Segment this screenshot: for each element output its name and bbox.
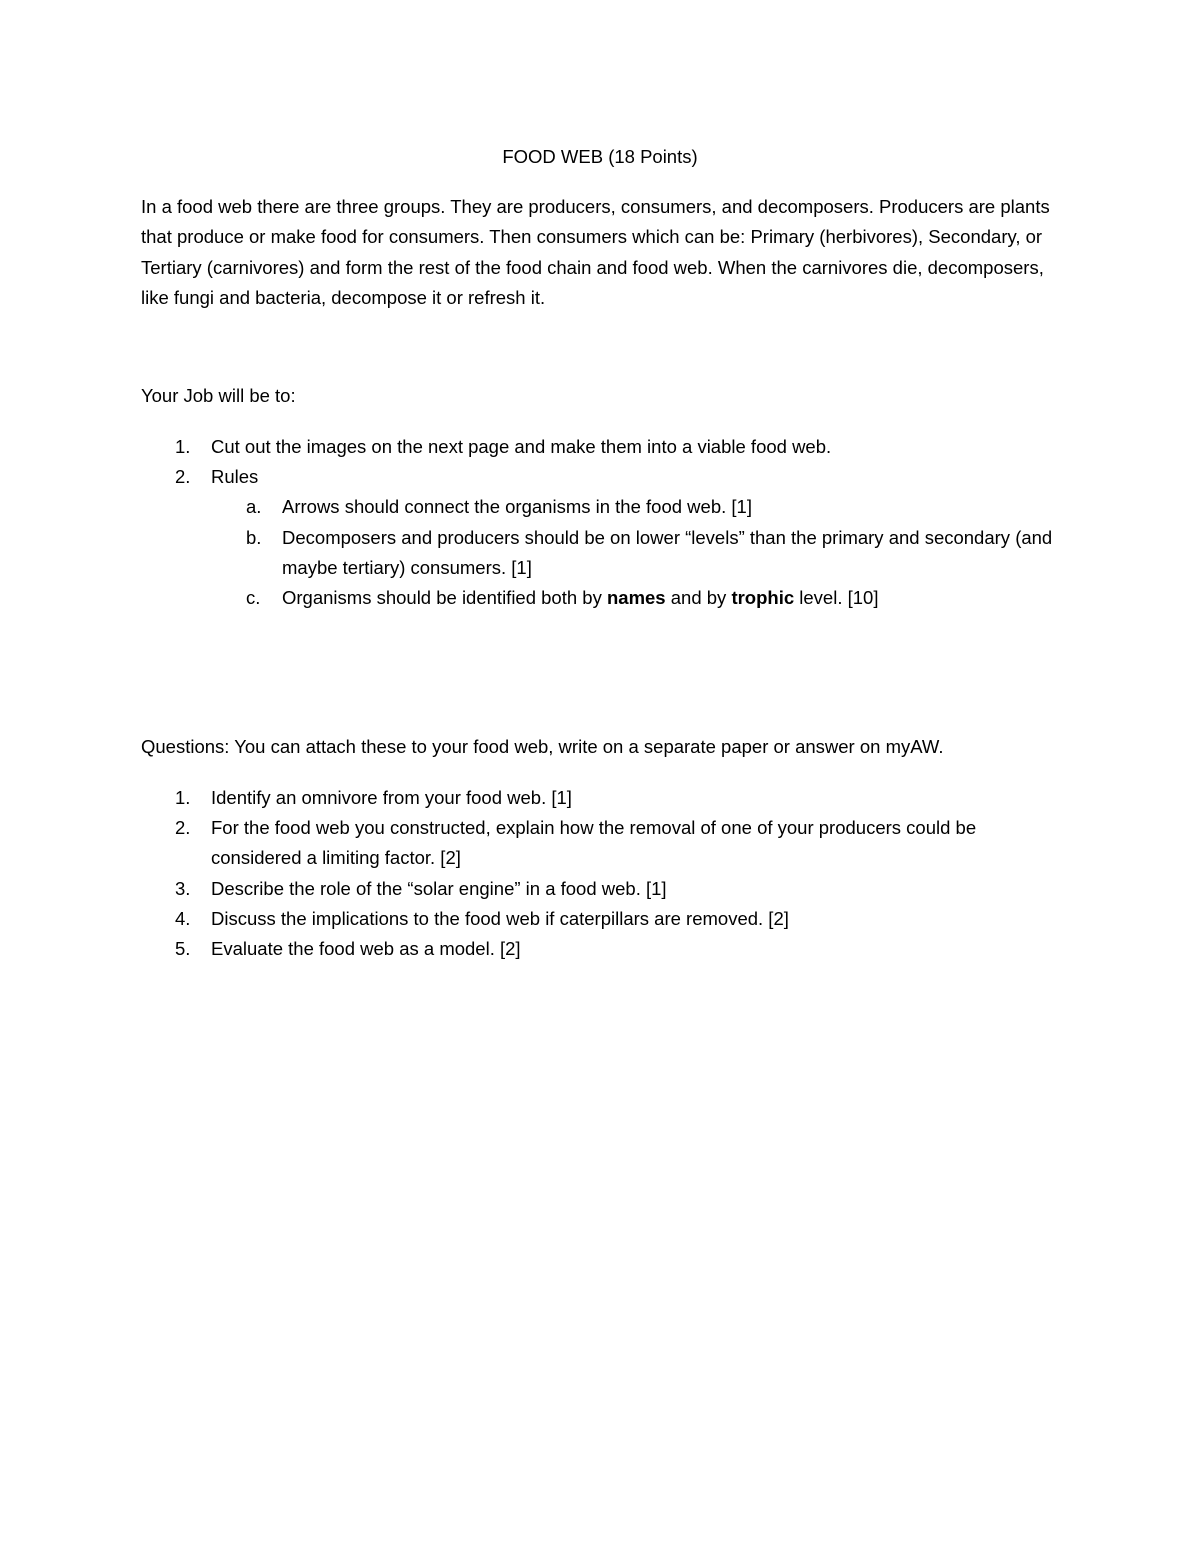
rule-letter: b. [246,526,262,548]
questions-list [141,783,1061,964]
job-heading: Your Job will be to: [141,385,296,406]
question-text: Describe the role of the “solar engine” in a food web. [1] [211,877,667,899]
rule-item [211,583,1061,613]
page-title: FOOD WEB (18 Points) [502,146,698,167]
rule-emphasis-trophic: trophic [731,587,795,609]
rule-text-part: and by [665,587,732,609]
question-item [141,874,1061,904]
question-text: Discuss the implications to the food web if caterpillars are removed. [2] [211,907,789,929]
job-list [141,432,1061,613]
question-item [141,813,1061,873]
rules-list [211,492,1061,613]
question-text: For the food web you constructed, explain how the removal of one of your producers could be considered a limiting factor. [2] [211,817,977,869]
list-item-text: Rules [211,466,259,488]
question-text: Evaluate the food web as a model. [2] [211,938,521,960]
rule-text-part: Organisms should be identified both by [282,587,607,609]
rule-text: Decomposers and producers should be on lower “levels” than the primary and secondary (and maybe tertiary) consumers. [1] [282,526,1053,578]
rule-emphasis-names: names [606,587,666,609]
question-number: 1. [175,787,191,808]
question-item [141,904,1061,934]
rule-letter: a. [246,496,262,518]
list-item [141,462,1061,613]
question-number: 2. [175,817,191,839]
list-item-text: Cut out the images on the next page and make them into a viable food web. [211,436,832,457]
rule-text: Arrows should connect the organisms in the food web. [1] [282,496,752,518]
list-number: 2. [175,466,191,488]
list-item [141,432,1061,462]
question-number: 5. [175,938,191,960]
rule-item [211,492,1061,522]
question-item [141,934,1061,964]
rule-text-part: level. [10] [794,587,879,609]
question-number: 3. [175,877,191,899]
question-text: Identify an omnivore from your food web. [1] [211,787,572,808]
questions-heading: Questions: You can attach these to your food web, write on a separate paper or answer on myAW. [141,736,944,757]
rule-letter: c. [246,587,261,609]
rule-item [211,523,1061,583]
list-number: 1. [175,436,191,457]
question-item [141,783,1061,813]
question-number: 4. [175,907,191,929]
intro-paragraph: In a food web there are three groups. They are producers, consumers, and decomposers. Producers are plants that produce or make food for consumers. Then consumers which can be: Primary (herbivores), Secondary, or Tertiary (carnivores) and form the rest of the food chain and food web. When the carnivores die, decomposers, like fungi and bacteria, decompose it or refresh it. [141,196,1050,309]
